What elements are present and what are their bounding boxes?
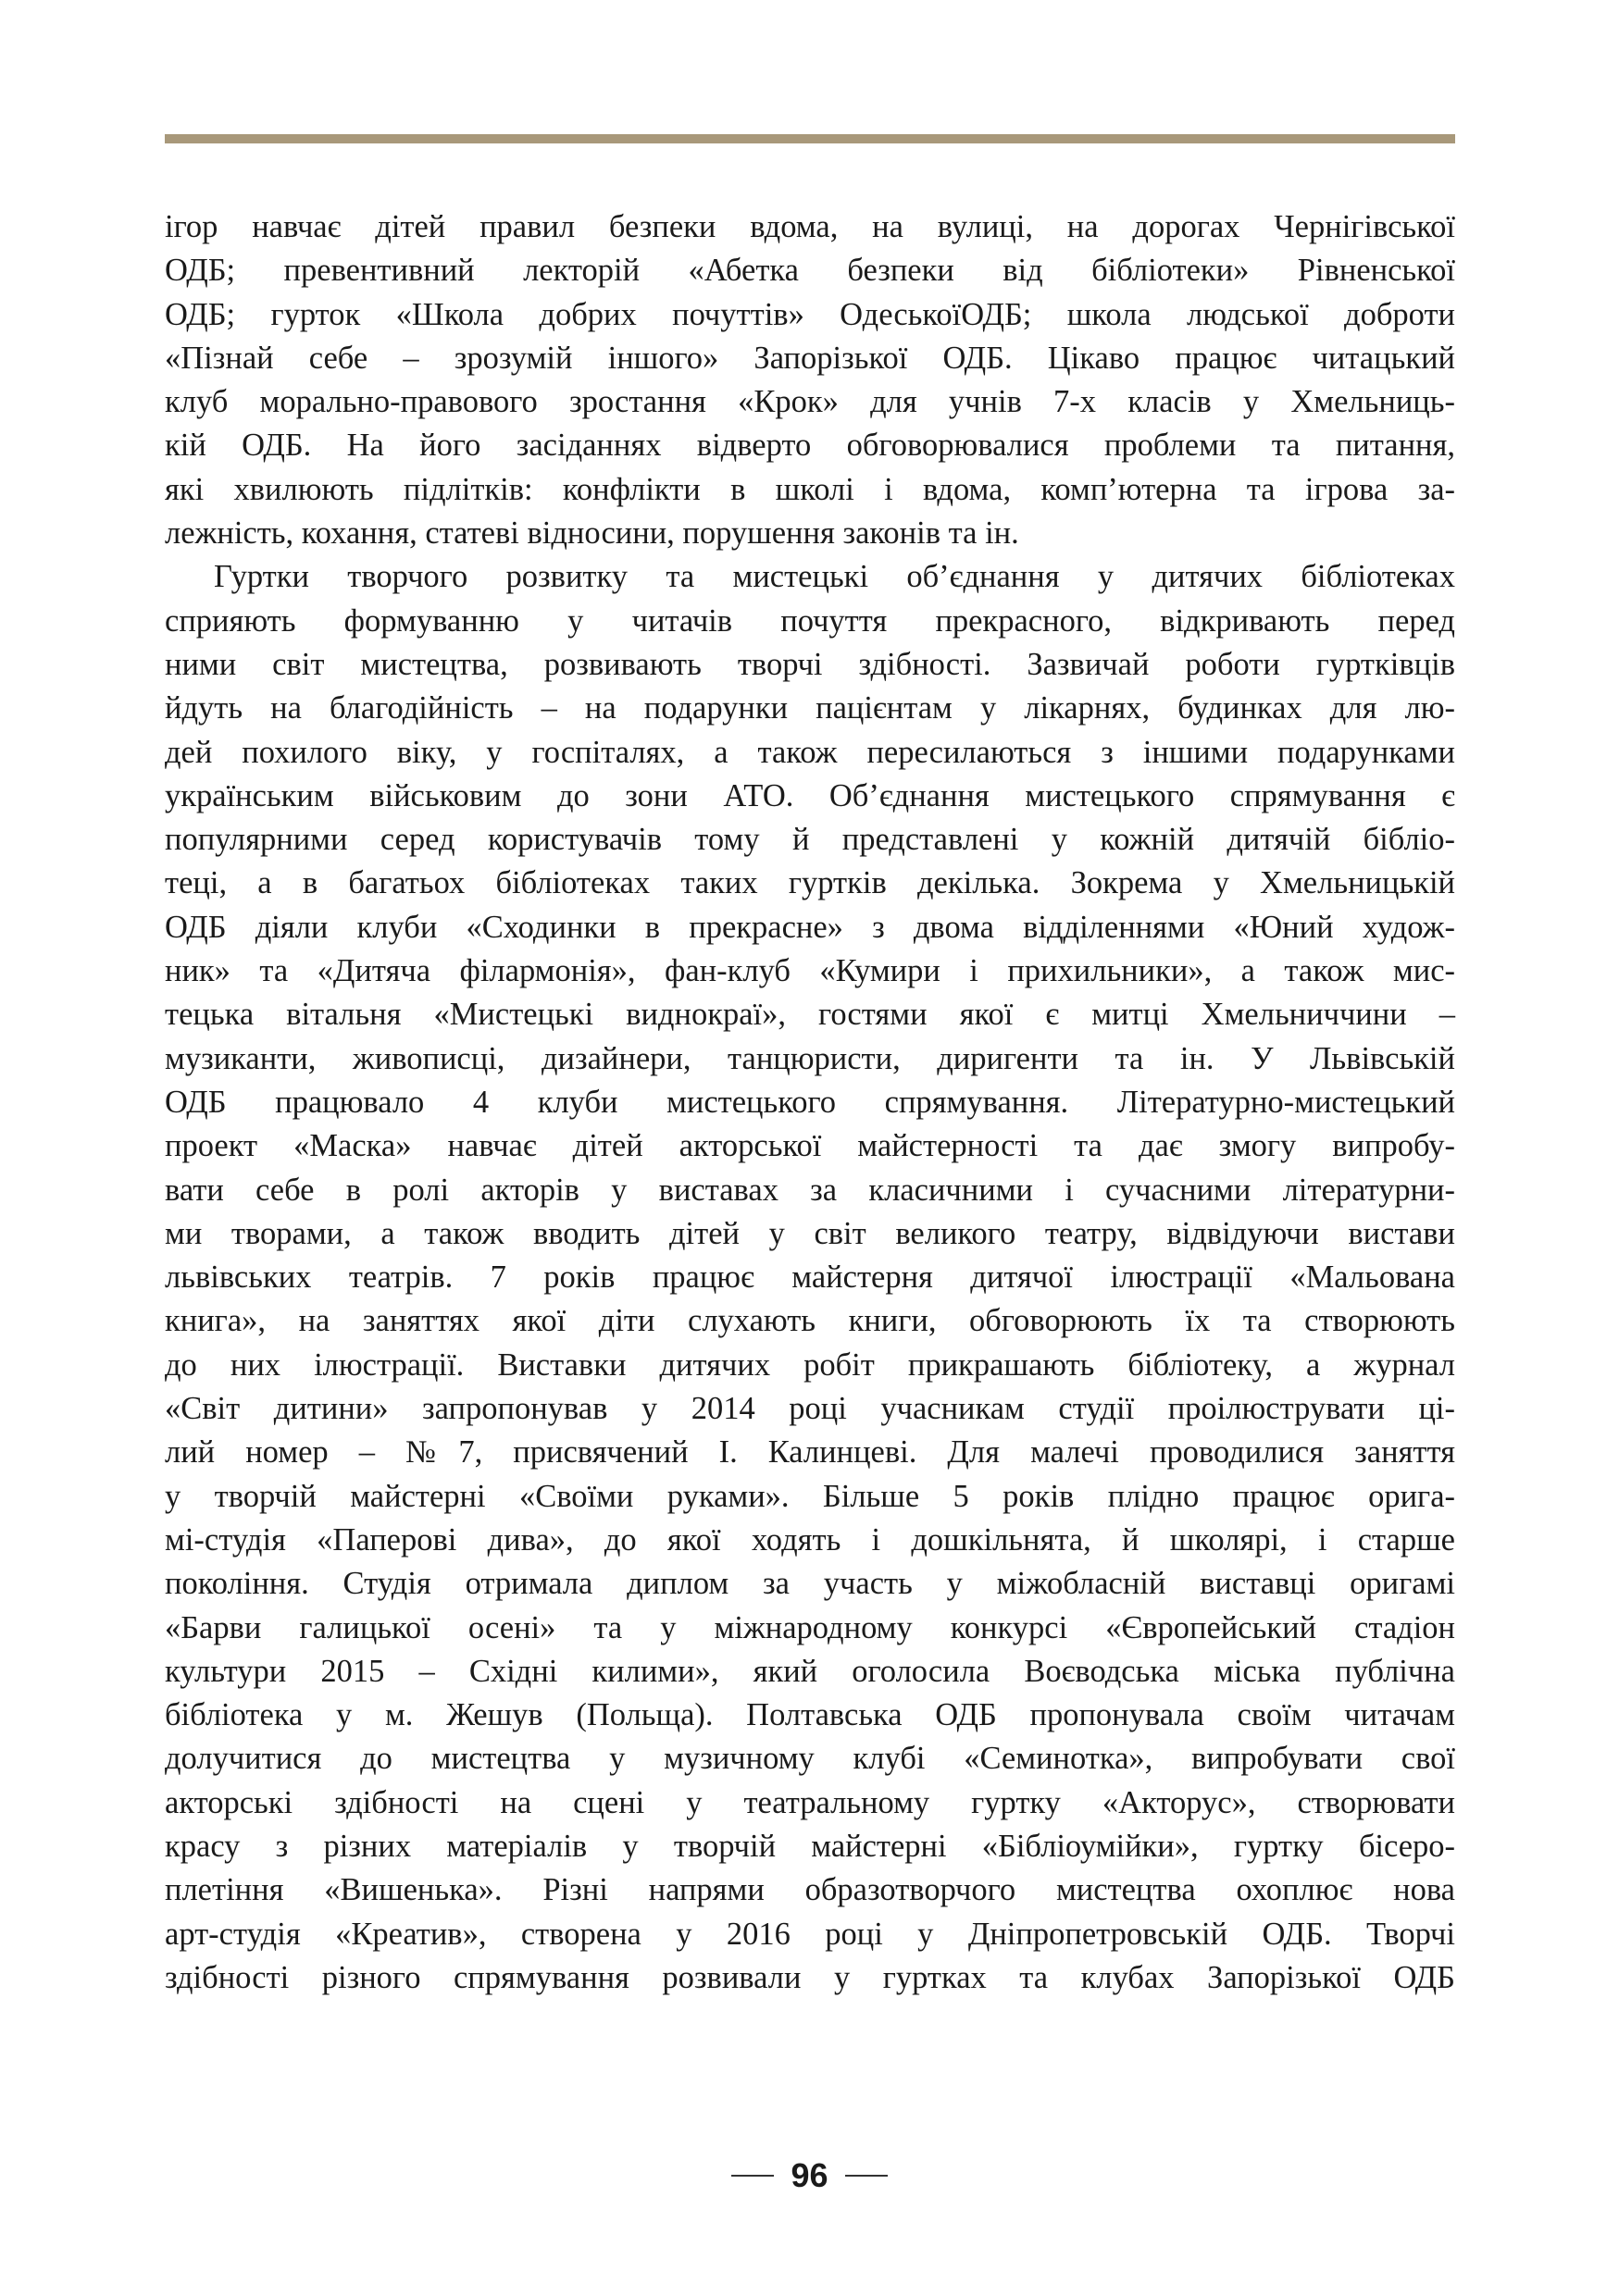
text-line: книга», на заняттях якої діти слухають книги, обговорюють їх та створюють bbox=[165, 1303, 1455, 1339]
text-line: музиканти, живописці, дизайнери, танцюристи, диригенти та ін. У Львівській bbox=[165, 1040, 1455, 1076]
text-line: ними світ мистецтва, розвивають творчі здібності. Зазвичай роботи гуртківців bbox=[165, 646, 1455, 682]
text-line: ОДБ; гурток «Школа добрих почуттів» ОдеськоїОДБ; школа людської доброти bbox=[165, 296, 1455, 332]
body-text bbox=[165, 205, 1455, 2000]
text-line: кій ОДБ. На його засіданнях відверто обговорювалися проблеми та питання, bbox=[165, 428, 1455, 464]
page-number: 96 bbox=[791, 2156, 828, 2194]
text-line: ми творами, а також вводить дітей у світ великого театру, відвідуючи вистави bbox=[165, 1215, 1455, 1251]
text-line: акторські здібності на сцені у театральному гуртку «Акторус», створювати bbox=[165, 1784, 1455, 1820]
text-line: сприяють формуванню у читачів почуття прекрасного, відкривають перед bbox=[165, 602, 1455, 639]
text-line: йдуть на благодійність – на подарунки пацієнтам у лікарнях, будинках для лю- bbox=[165, 690, 1455, 726]
text-line: тецька вітальня «Мистецькі виднокраї», гостями якої є митці Хмельниччини – bbox=[165, 997, 1455, 1033]
text-line: лий номер – №7, присвячений І. Калинцеві. Для малечі проводилися заняття bbox=[165, 1434, 1455, 1471]
footer-dash-left bbox=[731, 2175, 774, 2177]
footer-dash-right bbox=[845, 2175, 888, 2177]
text-line: красу з різних матеріалів у творчій майстерні «Бібліоумійки», гуртку бісеро- bbox=[165, 1828, 1455, 1864]
page-footer bbox=[0, 2156, 1619, 2195]
text-line: ник» та «Дитяча філармонія», фан-клуб «Кумири і прихильники», а також мис- bbox=[165, 953, 1455, 989]
text-line: у творчій майстерні «Своїми руками». Більше 5 років плідно працює орига- bbox=[165, 1478, 1455, 1514]
text-line: клуб морально-правового зростання «Крок» для учнів 7-х класів у Хмельниць- bbox=[165, 384, 1455, 420]
text-line: проект «Маска» навчає дітей акторської майстерності та дає змогу випробу- bbox=[165, 1128, 1455, 1164]
text-line: «Світ дитини» запропонував у 2014 році учасникам студії проілюструвати ці- bbox=[165, 1391, 1455, 1427]
text-line: які хвилюють підлітків: конфлікти в школі і вдома, комп’ютерна та ігрова за- bbox=[165, 471, 1455, 507]
text-line: дей похилого віку, у госпіталях, а також пересилаються з іншими подарунками bbox=[165, 734, 1455, 770]
text-line: українським військовим до зони АТО. Об’єднання мистецького спрямування є bbox=[165, 777, 1455, 813]
text-line: культури 2015 – Східні килими», який оголосила Воєводська міська публічна bbox=[165, 1653, 1455, 1689]
text-line: ОДБ працювало 4 клуби мистецького спрямування. Літературно-мистецький bbox=[165, 1084, 1455, 1120]
text-line: мі-студія «Паперові дива», до якої ходять і дошкільнята, й школярі, і старше bbox=[165, 1521, 1455, 1558]
text-line: ігор навчає дітей правил безпеки вдома, на вулиці, на дорогах Чернігівської bbox=[165, 209, 1455, 244]
text-line: Гуртки творчого розвитку та мистецькі об’єднання у дитячих бібліотеках bbox=[214, 559, 1455, 595]
text-line: бібліотека у м. Жешув (Польща). Полтавська ОДБ пропонувала своїм читачам bbox=[165, 1697, 1455, 1733]
text-line: вати себе в ролі акторів у виставах за класичними і сучасними літературни- bbox=[165, 1172, 1455, 1208]
text-line: плетіння «Вишенька». Різні напрями образотворчого мистецтва охоплює нова bbox=[165, 1872, 1455, 1908]
text-line: «Пізнай себе – зрозумій іншого» Запорізької ОДБ. Цікаво працює читацький bbox=[165, 340, 1455, 376]
text-line: долучитися до мистецтва у музичному клубі «Семинотка», випробувати свої bbox=[165, 1741, 1455, 1777]
text-line: львівських театрів. 7 років працює майстерня дитячої ілюстрації «Мальована bbox=[165, 1260, 1455, 1296]
header-rule bbox=[165, 134, 1455, 143]
text-line: ОДБ діяли клуби «Сходинки в прекрасне» з двома відділеннями «Юний худож- bbox=[165, 909, 1455, 945]
text-line: до них ілюстрації. Виставки дитячих робіт прикрашають бібліотеку, а журнал bbox=[165, 1347, 1455, 1383]
paragraph bbox=[165, 555, 1455, 2000]
text-line: покоління. Студія отримала диплом за участь у міжобласній виставці оригамі bbox=[165, 1566, 1455, 1602]
text-line: «Барви галицької осені» та у міжнародному конкурсі «Європейський стадіон bbox=[165, 1609, 1455, 1645]
text-line: здібності різного спрямування розвивали у гуртках та клубах Запорізької ОДБ bbox=[165, 1959, 1455, 1995]
text-line: ОДБ; превентивний лекторій «Абетка безпеки від бібліотеки» Рівненської bbox=[165, 253, 1455, 289]
paragraph bbox=[165, 205, 1455, 555]
text-line: лежність, кохання, статеві відносини, порушення законів та ін. bbox=[165, 515, 1019, 552]
text-line: теці, а в багатьох бібліотеках таких гуртків декілька. Зокрема у Хмельницькій bbox=[165, 865, 1455, 901]
text-line: арт-студія «Креатив», створена у 2016 році у Дніпропетровській ОДБ. Творчі bbox=[165, 1916, 1455, 1952]
text-line: популярними серед користувачів тому й представлені у кожній дитячій бібліо- bbox=[165, 822, 1455, 858]
